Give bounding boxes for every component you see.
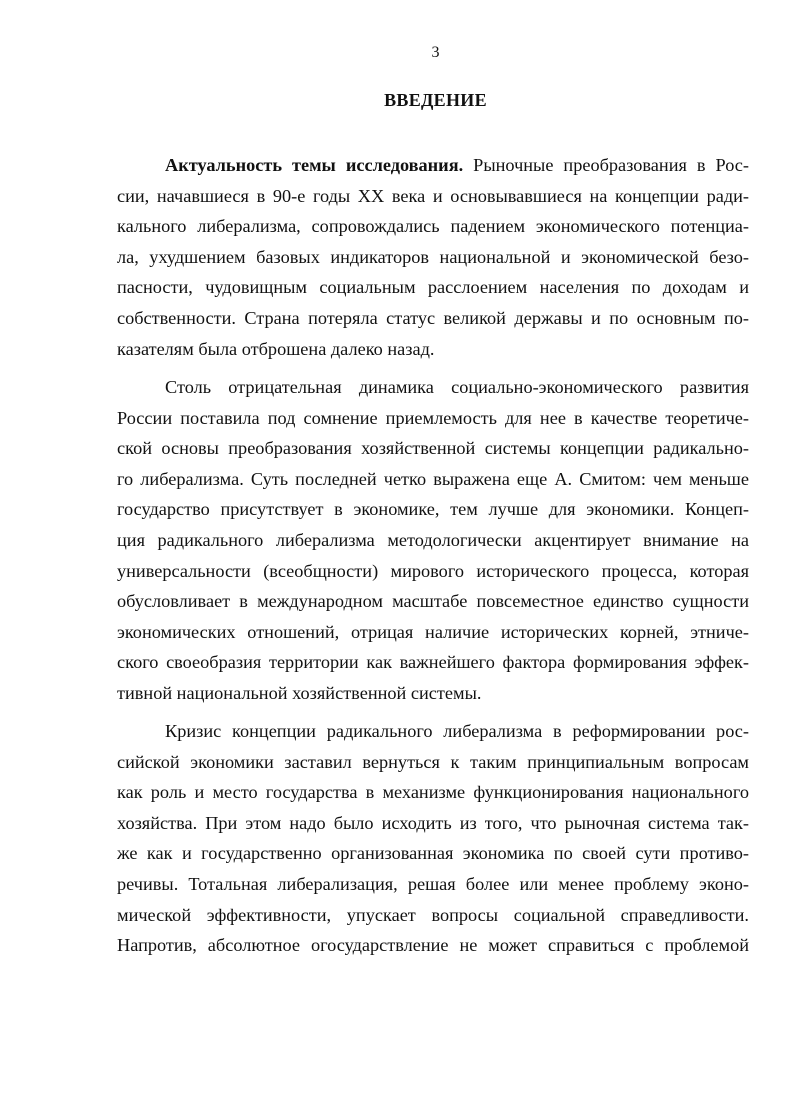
page-number: 3	[431, 44, 440, 61]
paragraph-line: ского своеобразия территории как важнейшего фактора формирования эффек-	[117, 652, 749, 673]
paragraph-line: речивы. Тотальная либерализация, решая более или менее проблему эконо-	[117, 873, 749, 894]
paragraph-line: казателям была отброшена далеко назад.	[117, 338, 435, 359]
paragraph-line: ла, ухудшением базовых индикаторов национальной и экономической безо-	[117, 246, 749, 267]
paragraph-line: ской основы преобразования хозяйственной системы концепции радикально-	[117, 438, 749, 459]
paragraph-line: собственности. Страна потеряла статус великой державы и по основным по-	[117, 307, 749, 328]
paragraph-line: мической эффективности, упускает вопросы социальной справедливости.	[117, 904, 749, 925]
paragraph-line: пасности, чудовищным социальным расслоением населения по доходам и	[117, 277, 749, 298]
paragraph-line-text: Рыночные преобразования в Рос-	[463, 155, 750, 175]
section-heading: ВВЕДЕНИЕ	[384, 90, 487, 110]
paragraph-line: обусловливает в международном масштабе повсеместное единство сущности	[117, 591, 749, 612]
paragraph-line: Столь отрицательная динамика социально-экономического развития	[165, 377, 749, 397]
paragraph-line	[117, 150, 749, 181]
paragraph-line: России поставила под сомнение приемлемость для нее в качестве теоретиче-	[117, 407, 749, 428]
paragraph-line: Напротив, абсолютное огосударствление не может справиться с проблемой	[117, 935, 749, 956]
paragraph-relevance	[117, 150, 749, 364]
paragraph-line: тивной национальной хозяйственной системы.	[117, 682, 482, 703]
paragraph-line: кального либерализма, сопровождались падением экономического потенциа-	[117, 216, 749, 237]
paragraph-line: как роль и место государства в механизме функционирования национального	[117, 782, 749, 803]
paragraph-line: сийской экономики заставил вернуться к таким принципиальным вопросам	[117, 751, 749, 772]
paragraph-dynamics	[117, 372, 749, 709]
paragraph-line: же как и государственно организованная экономика по своей сути противо-	[117, 843, 749, 864]
paragraph-line: сии, начавшиеся в 90-е годы XX века и основывавшиеся на концепции ради-	[117, 185, 749, 206]
paragraph-line: Кризис концепции радикального либерализма в реформировании рос-	[165, 721, 749, 741]
paragraph-line: го либерализма. Суть последней четко выражена еще А. Смитом: чем меньше	[117, 468, 749, 489]
paragraph-line: ция радикального либерализма методологически акцентирует внимание на	[117, 529, 749, 550]
paragraph-crisis	[117, 716, 749, 961]
paragraph-lead: Актуальность темы исследования.	[165, 155, 464, 175]
paragraph-line: хозяйства. При этом надо было исходить из того, что рыночная система так-	[117, 812, 749, 833]
paragraph-line: универсальности (всеобщности) мирового исторического процесса, которая	[117, 560, 749, 581]
paragraph-line: экономических отношений, отрицая наличие исторических корней, этниче-	[117, 621, 749, 642]
paragraph-line: государство присутствует в экономике, тем лучше для экономики. Концеп-	[117, 499, 749, 520]
